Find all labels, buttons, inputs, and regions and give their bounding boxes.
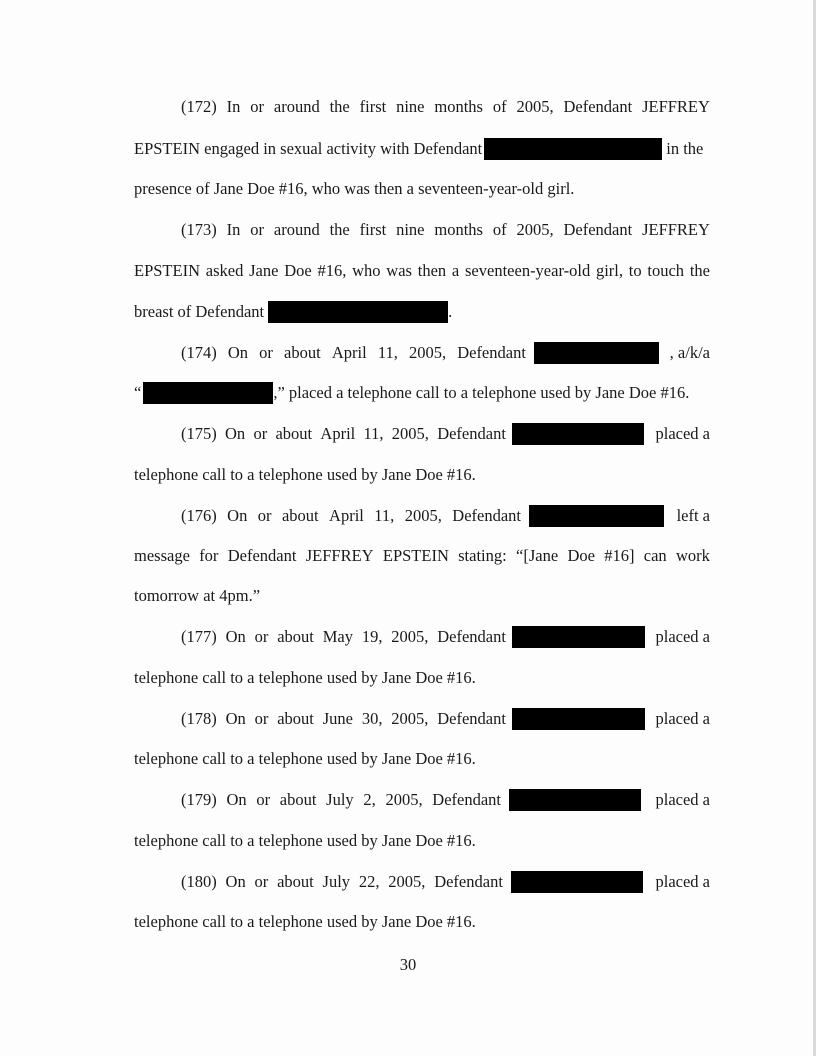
word: May xyxy=(322,627,353,646)
word: June xyxy=(322,709,353,728)
p176-line3: tomorrow at 4pm.” xyxy=(134,586,261,605)
p174-line2 xyxy=(134,381,710,405)
word: first xyxy=(359,220,387,239)
word: 2005, xyxy=(516,220,554,239)
word: 22, xyxy=(358,872,380,891)
word: 2005, xyxy=(391,424,429,443)
word: EPSTEIN xyxy=(134,261,200,280)
redaction-bar xyxy=(509,789,641,811)
p178-text-b: placed a xyxy=(655,709,710,728)
p180-line1 xyxy=(181,870,710,894)
word: On xyxy=(225,627,246,646)
p176-line2 xyxy=(134,544,710,568)
word: or xyxy=(256,790,271,809)
p175-lead xyxy=(181,422,506,446)
word: On xyxy=(225,709,246,728)
p174-text-c: ,” placed a telephone call to a telephone used by Jane Doe #16. xyxy=(273,383,690,402)
word: Defendant xyxy=(452,506,521,525)
redaction-bar xyxy=(512,626,645,648)
p174-text-b: , a/k/a xyxy=(669,343,710,362)
word: On xyxy=(225,424,246,443)
p175-text-b: placed a xyxy=(655,424,710,443)
word: 11, xyxy=(377,343,398,362)
word: 2005, xyxy=(404,506,442,525)
word: stating: xyxy=(458,546,507,565)
word: 2005, xyxy=(391,709,429,728)
p179-line1 xyxy=(181,788,710,812)
word: (177) xyxy=(181,627,217,646)
word: (173) xyxy=(181,220,217,239)
p179-text-b: placed a xyxy=(655,790,710,809)
word: or xyxy=(253,424,268,443)
word: work xyxy=(675,546,710,565)
p173-line1 xyxy=(181,218,710,242)
p176-lead xyxy=(181,504,521,528)
word: message xyxy=(134,546,190,565)
word: Doe xyxy=(567,546,595,565)
p173-text-b: . xyxy=(448,302,453,321)
word: of xyxy=(492,97,507,116)
redaction-bar xyxy=(512,423,644,445)
p180-line2: telephone call to a telephone used by Jane Doe #16. xyxy=(134,912,476,931)
word: Defendant xyxy=(437,709,506,728)
word: months xyxy=(434,220,483,239)
word: JEFFREY xyxy=(305,546,374,565)
word: the xyxy=(329,220,350,239)
p172-line3: presence of Jane Doe #16, who was then a seventeen-year-old girl. xyxy=(134,179,575,198)
word: can xyxy=(643,546,667,565)
word: (175) xyxy=(181,424,217,443)
word: or xyxy=(257,506,272,525)
word: about xyxy=(279,790,317,809)
p174-line1 xyxy=(181,341,710,365)
p174-lead xyxy=(181,341,526,365)
word: 19, xyxy=(361,627,383,646)
redaction-bar xyxy=(511,871,643,893)
redaction-bar xyxy=(529,505,664,527)
word: 2005, xyxy=(385,790,423,809)
word: 2005, xyxy=(391,627,429,646)
word: In xyxy=(226,220,241,239)
word: (172) xyxy=(181,97,217,116)
p179-lead xyxy=(181,788,501,812)
word: July xyxy=(326,790,354,809)
word: #16] xyxy=(604,546,635,565)
word: about xyxy=(277,709,314,728)
p172-text-a: EPSTEIN engaged in sexual activity with Defendant xyxy=(134,139,483,158)
redaction-bar xyxy=(534,342,659,364)
word: (179) xyxy=(181,790,217,809)
p178-lead xyxy=(181,707,506,731)
p177-line1 xyxy=(181,625,710,649)
word: JEFFREY xyxy=(642,220,710,239)
word: for xyxy=(199,546,219,565)
p176-text-b: left a xyxy=(676,506,710,525)
word: was xyxy=(386,261,412,280)
page-number: 30 xyxy=(399,955,417,974)
word: #16, xyxy=(317,261,347,280)
word: (174) xyxy=(181,343,217,362)
word: Defendant xyxy=(437,627,506,646)
p173-line3 xyxy=(134,300,710,324)
p175-line2: telephone call to a telephone used by Jane Doe #16. xyxy=(134,465,476,484)
word: around xyxy=(273,220,320,239)
word: On xyxy=(225,872,246,891)
word: to xyxy=(628,261,642,280)
p180-lead xyxy=(181,870,503,894)
word: or xyxy=(250,220,264,239)
word: the xyxy=(329,97,350,116)
redaction-bar xyxy=(268,301,448,323)
word: a xyxy=(451,261,460,280)
word: Doe xyxy=(284,261,312,280)
word: girl, xyxy=(595,261,624,280)
word: about xyxy=(284,343,321,362)
word: then xyxy=(417,261,447,280)
word: EPSTEIN xyxy=(382,546,449,565)
word: nine xyxy=(396,220,425,239)
word: 11, xyxy=(363,424,384,443)
word: about xyxy=(281,506,319,525)
redaction-bar xyxy=(484,138,662,160)
word: (178) xyxy=(181,709,217,728)
word: Defendant xyxy=(437,424,506,443)
word: around xyxy=(273,97,320,116)
p177-line2: telephone call to a telephone used by Jane Doe #16. xyxy=(134,668,476,687)
p178-line2: telephone call to a telephone used by Jane Doe #16. xyxy=(134,749,476,768)
word: Defendant xyxy=(432,790,501,809)
word: Jane xyxy=(249,261,279,280)
word: Defendant xyxy=(563,220,633,239)
word: of xyxy=(492,220,507,239)
word: July xyxy=(322,872,351,891)
word: On xyxy=(227,343,249,362)
p180-text-b: placed a xyxy=(655,872,710,891)
word: or xyxy=(259,343,273,362)
p173-text-a: breast of Defendant xyxy=(134,302,265,321)
word: (180) xyxy=(181,872,217,891)
p177-text-b: placed a xyxy=(655,627,710,646)
word: On xyxy=(226,790,247,809)
word: On xyxy=(227,506,248,525)
word: asked xyxy=(205,261,244,280)
word: Defendant xyxy=(563,97,633,116)
word: about xyxy=(275,424,313,443)
word: 2, xyxy=(363,790,376,809)
word: Defendant xyxy=(434,872,503,891)
p174-text-a: “ xyxy=(134,383,142,402)
word: April xyxy=(320,424,356,443)
p177-lead xyxy=(181,625,506,649)
word: 2005, xyxy=(408,343,447,362)
word: 30, xyxy=(361,709,383,728)
word: or xyxy=(254,627,269,646)
p175-line1 xyxy=(181,422,710,446)
p172-line1 xyxy=(181,95,710,119)
word: or xyxy=(254,872,269,891)
word: seventeen-year-old xyxy=(465,261,591,280)
p178-line1 xyxy=(181,707,710,731)
p176-line1 xyxy=(181,504,710,528)
word: Defendant xyxy=(227,546,297,565)
word: JEFFREY xyxy=(642,97,710,116)
word: 2005, xyxy=(516,97,554,116)
word: (176) xyxy=(181,506,217,525)
p172-line2 xyxy=(134,137,710,161)
redaction-bar xyxy=(143,382,273,404)
word: 11, xyxy=(374,506,395,525)
word: nine xyxy=(396,97,425,116)
word: 2005, xyxy=(388,872,426,891)
word: “[Jane xyxy=(516,546,559,565)
word: months xyxy=(434,97,483,116)
word: Defendant xyxy=(457,343,526,362)
word: or xyxy=(250,97,264,116)
word: In xyxy=(226,97,241,116)
word: or xyxy=(254,709,269,728)
word: April xyxy=(329,506,364,525)
word: April xyxy=(331,343,367,362)
p179-line2: telephone call to a telephone used by Jane Doe #16. xyxy=(134,831,476,850)
word: first xyxy=(359,97,387,116)
p173-line2 xyxy=(134,259,710,283)
word: who xyxy=(352,261,381,280)
word: touch xyxy=(647,261,685,280)
redaction-bar xyxy=(512,708,645,730)
word: about xyxy=(277,872,314,891)
p172-text-b: in the xyxy=(666,139,704,158)
word: about xyxy=(277,627,314,646)
word: the xyxy=(689,261,710,280)
